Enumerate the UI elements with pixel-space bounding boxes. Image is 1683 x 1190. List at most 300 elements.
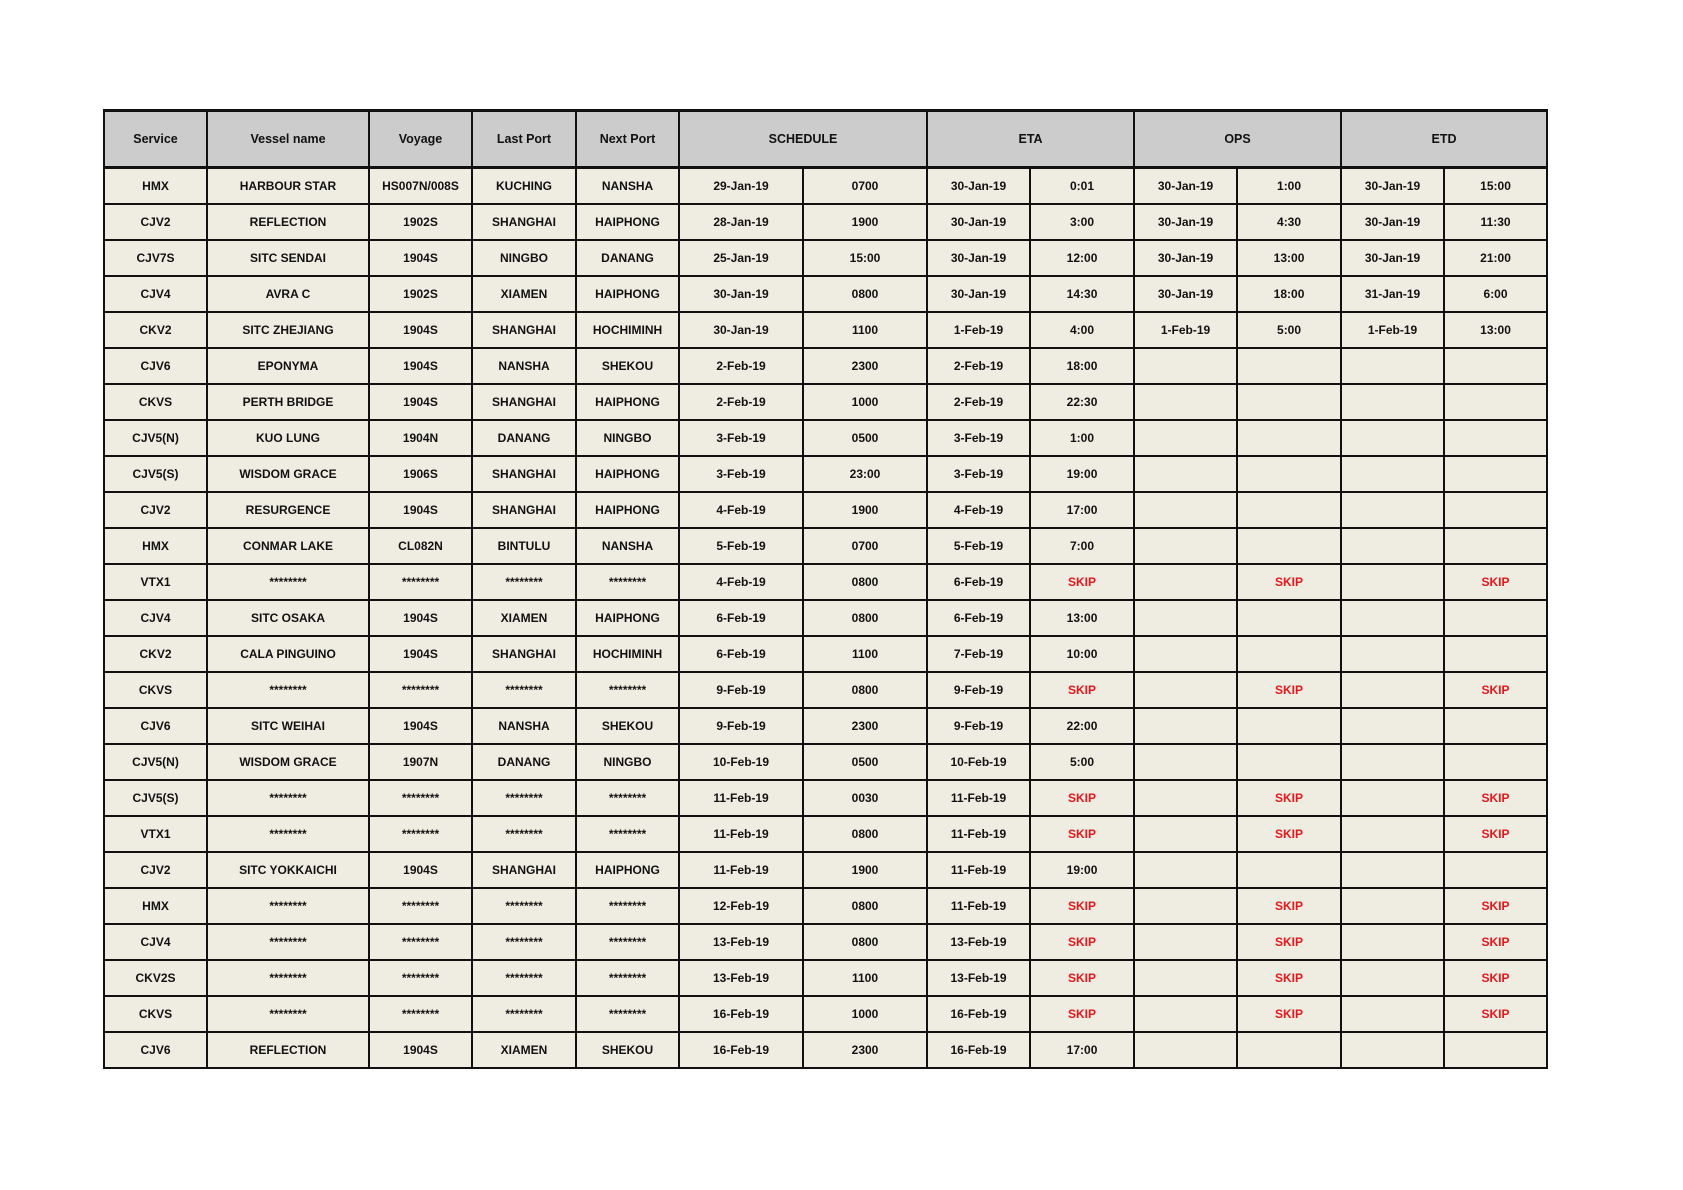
cell-service: CJV5(S) (104, 780, 207, 816)
cell-next-port: HAIPHONG (576, 204, 679, 240)
cell-vessel-name: CONMAR LAKE (207, 528, 369, 564)
cell-last-port: NANSHA (472, 348, 576, 384)
cell-etd-date (1341, 888, 1444, 924)
cell-service: CJV7S (104, 240, 207, 276)
cell-last-port: XIAMEN (472, 1032, 576, 1068)
cell-ops-time: SKIP (1237, 960, 1341, 996)
cell-vessel-name: REFLECTION (207, 204, 369, 240)
cell-etd-date (1341, 780, 1444, 816)
cell-schedule-time: 0500 (803, 744, 927, 780)
cell-ops-time (1237, 384, 1341, 420)
cell-schedule-date: 4-Feb-19 (679, 564, 803, 600)
cell-next-port: ******** (576, 996, 679, 1032)
cell-ops-time (1237, 744, 1341, 780)
cell-voyage: 1907N (369, 744, 472, 780)
cell-last-port: ******** (472, 672, 576, 708)
cell-schedule-date: 10-Feb-19 (679, 744, 803, 780)
cell-ops-date (1134, 600, 1237, 636)
cell-ops-time (1237, 852, 1341, 888)
cell-ops-date (1134, 780, 1237, 816)
cell-ops-time: SKIP (1237, 780, 1341, 816)
table-row (104, 564, 1547, 600)
cell-ops-time: SKIP (1237, 816, 1341, 852)
cell-eta-date: 16-Feb-19 (927, 996, 1030, 1032)
table-row (104, 1032, 1547, 1068)
cell-schedule-time: 0700 (803, 168, 927, 205)
cell-etd-date (1341, 564, 1444, 600)
header-voyage: Voyage (369, 111, 472, 168)
cell-schedule-date: 3-Feb-19 (679, 456, 803, 492)
cell-service: CJV4 (104, 924, 207, 960)
cell-schedule-date: 4-Feb-19 (679, 492, 803, 528)
cell-etd-date (1341, 708, 1444, 744)
cell-etd-time (1444, 384, 1547, 420)
cell-ops-date: 1-Feb-19 (1134, 312, 1237, 348)
cell-schedule-date: 13-Feb-19 (679, 960, 803, 996)
cell-service: CJV5(S) (104, 456, 207, 492)
schedule-body (104, 168, 1547, 1069)
cell-next-port: HAIPHONG (576, 384, 679, 420)
cell-ops-date (1134, 816, 1237, 852)
cell-eta-date: 11-Feb-19 (927, 780, 1030, 816)
cell-vessel-name: ******** (207, 780, 369, 816)
cell-voyage: 1904S (369, 708, 472, 744)
cell-etd-time (1444, 708, 1547, 744)
cell-etd-date (1341, 492, 1444, 528)
table-row (104, 636, 1547, 672)
cell-ops-time (1237, 708, 1341, 744)
cell-next-port: SHEKOU (576, 348, 679, 384)
cell-etd-date (1341, 996, 1444, 1032)
cell-last-port: ******** (472, 924, 576, 960)
cell-schedule-time: 1100 (803, 636, 927, 672)
cell-ops-time (1237, 528, 1341, 564)
header-eta: ETA (927, 111, 1134, 168)
cell-schedule-time: 0800 (803, 816, 927, 852)
table-row (104, 384, 1547, 420)
cell-ops-time: SKIP (1237, 996, 1341, 1032)
cell-schedule-time: 0800 (803, 600, 927, 636)
cell-schedule-date: 9-Feb-19 (679, 708, 803, 744)
cell-voyage: ******** (369, 960, 472, 996)
table-row (104, 816, 1547, 852)
cell-eta-date: 6-Feb-19 (927, 564, 1030, 600)
cell-next-port: SHEKOU (576, 1032, 679, 1068)
cell-eta-date: 7-Feb-19 (927, 636, 1030, 672)
cell-last-port: SHANGHAI (472, 384, 576, 420)
cell-eta-date: 13-Feb-19 (927, 960, 1030, 996)
cell-eta-time: 12:00 (1030, 240, 1134, 276)
cell-eta-date: 4-Feb-19 (927, 492, 1030, 528)
cell-etd-time (1444, 744, 1547, 780)
cell-etd-time (1444, 852, 1547, 888)
table-row (104, 672, 1547, 708)
cell-next-port: ******** (576, 960, 679, 996)
cell-last-port: ******** (472, 996, 576, 1032)
cell-schedule-time: 0800 (803, 564, 927, 600)
cell-ops-time: SKIP (1237, 924, 1341, 960)
cell-schedule-time: 2300 (803, 348, 927, 384)
cell-next-port: HAIPHONG (576, 492, 679, 528)
cell-last-port: ******** (472, 564, 576, 600)
cell-etd-date (1341, 744, 1444, 780)
cell-voyage: 1904S (369, 312, 472, 348)
table-row (104, 888, 1547, 924)
table-row (104, 492, 1547, 528)
cell-voyage: 1904S (369, 600, 472, 636)
cell-vessel-name: RESURGENCE (207, 492, 369, 528)
cell-etd-time: 15:00 (1444, 168, 1547, 205)
cell-schedule-date: 6-Feb-19 (679, 600, 803, 636)
table-row (104, 780, 1547, 816)
cell-eta-time: 10:00 (1030, 636, 1134, 672)
cell-last-port: NANSHA (472, 708, 576, 744)
cell-eta-date: 9-Feb-19 (927, 672, 1030, 708)
cell-schedule-time: 0700 (803, 528, 927, 564)
cell-schedule-time: 15:00 (803, 240, 927, 276)
cell-etd-time: 11:30 (1444, 204, 1547, 240)
cell-schedule-date: 12-Feb-19 (679, 888, 803, 924)
header-next-port: Next Port (576, 111, 679, 168)
cell-etd-date: 31-Jan-19 (1341, 276, 1444, 312)
cell-etd-date: 1-Feb-19 (1341, 312, 1444, 348)
cell-service: CKVS (104, 384, 207, 420)
cell-vessel-name: ******** (207, 672, 369, 708)
cell-etd-date (1341, 1032, 1444, 1068)
cell-service: CJV4 (104, 600, 207, 636)
cell-ops-date (1134, 852, 1237, 888)
cell-ops-time: 13:00 (1237, 240, 1341, 276)
cell-eta-time: SKIP (1030, 672, 1134, 708)
cell-last-port: SHANGHAI (472, 636, 576, 672)
cell-etd-time (1444, 528, 1547, 564)
cell-next-port: ******** (576, 816, 679, 852)
cell-voyage: CL082N (369, 528, 472, 564)
cell-schedule-date: 16-Feb-19 (679, 996, 803, 1032)
cell-eta-date: 30-Jan-19 (927, 204, 1030, 240)
cell-schedule-date: 2-Feb-19 (679, 348, 803, 384)
cell-schedule-time: 1000 (803, 996, 927, 1032)
cell-ops-date (1134, 348, 1237, 384)
cell-vessel-name: CALA PINGUINO (207, 636, 369, 672)
header-row (104, 111, 1547, 168)
cell-ops-date (1134, 996, 1237, 1032)
cell-schedule-date: 11-Feb-19 (679, 780, 803, 816)
cell-last-port: SHANGHAI (472, 204, 576, 240)
cell-voyage: 1904S (369, 348, 472, 384)
cell-schedule-time: 2300 (803, 1032, 927, 1068)
cell-etd-date (1341, 420, 1444, 456)
cell-schedule-time: 0800 (803, 672, 927, 708)
cell-voyage: ******** (369, 672, 472, 708)
cell-service: CKVS (104, 996, 207, 1032)
cell-eta-date: 11-Feb-19 (927, 888, 1030, 924)
cell-schedule-time: 0030 (803, 780, 927, 816)
cell-etd-time: SKIP (1444, 996, 1547, 1032)
cell-ops-time: SKIP (1237, 672, 1341, 708)
cell-eta-date: 5-Feb-19 (927, 528, 1030, 564)
cell-ops-time (1237, 636, 1341, 672)
cell-etd-time (1444, 420, 1547, 456)
cell-next-port: ******** (576, 780, 679, 816)
header-etd: ETD (1341, 111, 1547, 168)
header-last-port: Last Port (472, 111, 576, 168)
cell-etd-date (1341, 456, 1444, 492)
cell-eta-time: 19:00 (1030, 456, 1134, 492)
cell-vessel-name: REFLECTION (207, 1032, 369, 1068)
cell-etd-date (1341, 636, 1444, 672)
cell-voyage: HS007N/008S (369, 168, 472, 205)
cell-ops-time: 18:00 (1237, 276, 1341, 312)
cell-schedule-time: 1100 (803, 960, 927, 996)
cell-eta-date: 10-Feb-19 (927, 744, 1030, 780)
cell-vessel-name: SITC WEIHAI (207, 708, 369, 744)
cell-schedule-date: 30-Jan-19 (679, 276, 803, 312)
cell-next-port: HOCHIMINH (576, 312, 679, 348)
cell-service: HMX (104, 888, 207, 924)
cell-ops-date: 30-Jan-19 (1134, 204, 1237, 240)
table-row (104, 312, 1547, 348)
cell-vessel-name: ******** (207, 564, 369, 600)
cell-voyage: ******** (369, 924, 472, 960)
cell-schedule-date: 6-Feb-19 (679, 636, 803, 672)
header-vessel-name: Vessel name (207, 111, 369, 168)
cell-voyage: 1904S (369, 384, 472, 420)
cell-voyage: 1906S (369, 456, 472, 492)
cell-eta-time: 1:00 (1030, 420, 1134, 456)
cell-vessel-name: SITC SENDAI (207, 240, 369, 276)
table-row (104, 960, 1547, 996)
cell-ops-date: 30-Jan-19 (1134, 276, 1237, 312)
cell-next-port: NANSHA (576, 168, 679, 205)
cell-eta-time: 18:00 (1030, 348, 1134, 384)
cell-service: CKV2 (104, 312, 207, 348)
cell-schedule-date: 3-Feb-19 (679, 420, 803, 456)
cell-service: CKV2 (104, 636, 207, 672)
cell-ops-time (1237, 600, 1341, 636)
cell-last-port: ******** (472, 960, 576, 996)
table-row (104, 744, 1547, 780)
cell-eta-date: 2-Feb-19 (927, 348, 1030, 384)
cell-eta-date: 16-Feb-19 (927, 1032, 1030, 1068)
cell-schedule-time: 1900 (803, 204, 927, 240)
table-row (104, 924, 1547, 960)
cell-eta-time: 0:01 (1030, 168, 1134, 205)
cell-service: CJV6 (104, 1032, 207, 1068)
cell-etd-time: SKIP (1444, 924, 1547, 960)
cell-ops-date (1134, 492, 1237, 528)
cell-etd-time (1444, 456, 1547, 492)
cell-eta-time: SKIP (1030, 564, 1134, 600)
cell-service: CJV5(N) (104, 420, 207, 456)
cell-eta-date: 1-Feb-19 (927, 312, 1030, 348)
cell-eta-time: 22:00 (1030, 708, 1134, 744)
cell-next-port: HAIPHONG (576, 852, 679, 888)
cell-service: CJV4 (104, 276, 207, 312)
cell-eta-time: 22:30 (1030, 384, 1134, 420)
cell-etd-time (1444, 600, 1547, 636)
cell-schedule-date: 30-Jan-19 (679, 312, 803, 348)
cell-service: CJV2 (104, 852, 207, 888)
cell-next-port: ******** (576, 924, 679, 960)
cell-schedule-date: 9-Feb-19 (679, 672, 803, 708)
cell-voyage: 1902S (369, 276, 472, 312)
cell-ops-time: SKIP (1237, 888, 1341, 924)
cell-voyage: 1904N (369, 420, 472, 456)
cell-last-port: NINGBO (472, 240, 576, 276)
cell-ops-date (1134, 636, 1237, 672)
table-row (104, 600, 1547, 636)
cell-ops-date: 30-Jan-19 (1134, 240, 1237, 276)
cell-schedule-date: 2-Feb-19 (679, 384, 803, 420)
cell-ops-time: 5:00 (1237, 312, 1341, 348)
table-row (104, 852, 1547, 888)
cell-ops-date (1134, 528, 1237, 564)
cell-last-port: SHANGHAI (472, 312, 576, 348)
cell-ops-date (1134, 888, 1237, 924)
cell-schedule-date: 28-Jan-19 (679, 204, 803, 240)
cell-ops-date (1134, 672, 1237, 708)
cell-etd-time: SKIP (1444, 816, 1547, 852)
cell-schedule-date: 13-Feb-19 (679, 924, 803, 960)
cell-vessel-name: SITC YOKKAICHI (207, 852, 369, 888)
cell-etd-time: 13:00 (1444, 312, 1547, 348)
cell-schedule-date: 29-Jan-19 (679, 168, 803, 205)
cell-etd-date (1341, 852, 1444, 888)
table-row (104, 420, 1547, 456)
cell-voyage: ******** (369, 888, 472, 924)
cell-etd-time: SKIP (1444, 564, 1547, 600)
cell-next-port: ******** (576, 564, 679, 600)
cell-etd-date (1341, 816, 1444, 852)
table-row (104, 708, 1547, 744)
cell-voyage: 1904S (369, 240, 472, 276)
cell-ops-time: 1:00 (1237, 168, 1341, 205)
cell-last-port: ******** (472, 888, 576, 924)
cell-last-port: SHANGHAI (472, 492, 576, 528)
table-row (104, 456, 1547, 492)
cell-eta-time: 5:00 (1030, 744, 1134, 780)
cell-service: CJV2 (104, 204, 207, 240)
table-row (104, 276, 1547, 312)
cell-schedule-date: 25-Jan-19 (679, 240, 803, 276)
cell-service: VTX1 (104, 816, 207, 852)
cell-vessel-name: SITC ZHEJIANG (207, 312, 369, 348)
cell-ops-time: 4:30 (1237, 204, 1341, 240)
cell-next-port: HAIPHONG (576, 276, 679, 312)
cell-etd-date (1341, 384, 1444, 420)
cell-next-port: HAIPHONG (576, 456, 679, 492)
cell-ops-date (1134, 384, 1237, 420)
cell-etd-time (1444, 636, 1547, 672)
cell-service: HMX (104, 528, 207, 564)
header-schedule: SCHEDULE (679, 111, 927, 168)
cell-etd-date (1341, 672, 1444, 708)
cell-vessel-name: ******** (207, 960, 369, 996)
cell-ops-time (1237, 1032, 1341, 1068)
cell-last-port: ******** (472, 780, 576, 816)
cell-vessel-name: ******** (207, 996, 369, 1032)
cell-schedule-time: 0800 (803, 924, 927, 960)
table-row (104, 996, 1547, 1032)
cell-etd-time: SKIP (1444, 960, 1547, 996)
cell-next-port: HAIPHONG (576, 600, 679, 636)
cell-voyage: ******** (369, 564, 472, 600)
cell-eta-time: 17:00 (1030, 1032, 1134, 1068)
cell-next-port: NANSHA (576, 528, 679, 564)
cell-next-port: NINGBO (576, 744, 679, 780)
cell-eta-date: 30-Jan-19 (927, 168, 1030, 205)
cell-ops-date (1134, 924, 1237, 960)
vessel-schedule-table (103, 109, 1548, 1069)
header-ops: OPS (1134, 111, 1341, 168)
cell-schedule-date: 11-Feb-19 (679, 816, 803, 852)
cell-eta-date: 13-Feb-19 (927, 924, 1030, 960)
cell-ops-time (1237, 348, 1341, 384)
cell-etd-time: 21:00 (1444, 240, 1547, 276)
cell-voyage: 1904S (369, 492, 472, 528)
cell-ops-date (1134, 960, 1237, 996)
cell-schedule-time: 1900 (803, 492, 927, 528)
cell-ops-date (1134, 456, 1237, 492)
cell-ops-date (1134, 1032, 1237, 1068)
cell-etd-date (1341, 960, 1444, 996)
cell-etd-date: 30-Jan-19 (1341, 204, 1444, 240)
cell-last-port: BINTULU (472, 528, 576, 564)
cell-eta-time: 19:00 (1030, 852, 1134, 888)
table-row (104, 348, 1547, 384)
cell-ops-date (1134, 420, 1237, 456)
cell-ops-time (1237, 456, 1341, 492)
cell-etd-date (1341, 348, 1444, 384)
cell-eta-date: 11-Feb-19 (927, 852, 1030, 888)
cell-vessel-name: WISDOM GRACE (207, 744, 369, 780)
cell-schedule-date: 16-Feb-19 (679, 1032, 803, 1068)
cell-etd-time (1444, 492, 1547, 528)
cell-eta-time: SKIP (1030, 816, 1134, 852)
cell-etd-time (1444, 348, 1547, 384)
cell-vessel-name: KUO LUNG (207, 420, 369, 456)
cell-etd-time: SKIP (1444, 780, 1547, 816)
cell-schedule-date: 11-Feb-19 (679, 852, 803, 888)
cell-ops-time (1237, 492, 1341, 528)
cell-voyage: ******** (369, 816, 472, 852)
cell-etd-date (1341, 600, 1444, 636)
cell-next-port: ******** (576, 888, 679, 924)
cell-eta-date: 30-Jan-19 (927, 240, 1030, 276)
cell-vessel-name: AVRA C (207, 276, 369, 312)
cell-eta-date: 9-Feb-19 (927, 708, 1030, 744)
cell-next-port: SHEKOU (576, 708, 679, 744)
cell-vessel-name: ******** (207, 888, 369, 924)
cell-ops-date: 30-Jan-19 (1134, 168, 1237, 205)
cell-etd-time: 6:00 (1444, 276, 1547, 312)
cell-eta-time: SKIP (1030, 996, 1134, 1032)
cell-service: CJV6 (104, 708, 207, 744)
cell-etd-time (1444, 1032, 1547, 1068)
cell-next-port: NINGBO (576, 420, 679, 456)
cell-schedule-time: 1900 (803, 852, 927, 888)
cell-last-port: XIAMEN (472, 276, 576, 312)
cell-eta-time: SKIP (1030, 888, 1134, 924)
cell-ops-date (1134, 564, 1237, 600)
cell-voyage: 1904S (369, 1032, 472, 1068)
cell-ops-date (1134, 708, 1237, 744)
cell-eta-time: SKIP (1030, 780, 1134, 816)
table-row (104, 204, 1547, 240)
cell-schedule-date: 5-Feb-19 (679, 528, 803, 564)
cell-vessel-name: HARBOUR STAR (207, 168, 369, 205)
